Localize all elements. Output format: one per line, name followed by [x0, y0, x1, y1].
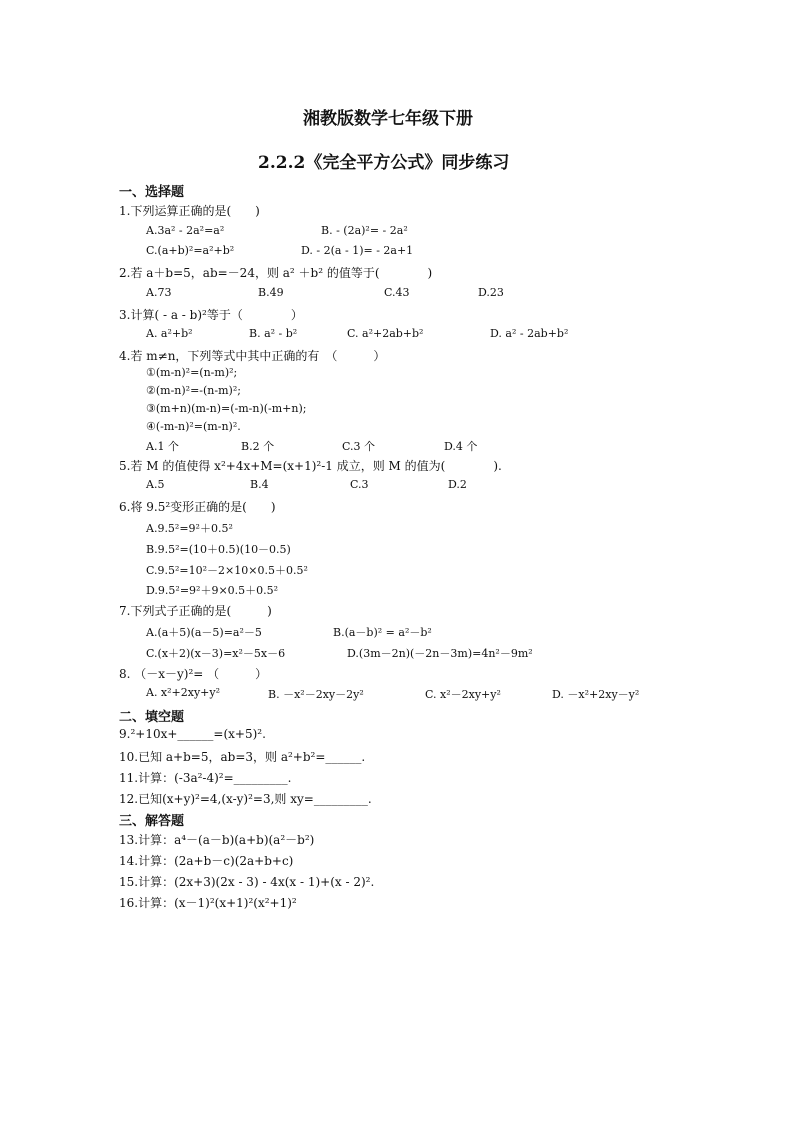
- q1-option-a: A.3a² - 2a²=a²: [146, 224, 225, 237]
- q6-option-d: D.9.5²=9²＋9×0.5＋0.5²: [146, 584, 279, 597]
- q8-option-d: D. －x²+2xy－y²: [552, 688, 640, 701]
- q4-option-d: D.4 个: [444, 440, 478, 453]
- question-2: 2.若 a＋b=5，ab=－24，则 a² ＋b² 的值等于( ): [119, 266, 433, 280]
- question-9: 9.²+10x+______=(x+5)².: [119, 727, 266, 741]
- q2-option-c: C.43: [384, 286, 410, 299]
- q4-option-b: B.2 个: [241, 440, 275, 453]
- question-11: 11.计算：(-3a²-4)²=_________.: [119, 771, 292, 785]
- q4-item-3: ③(m+n)(m-n)=(-m-n)(-m+n);: [146, 402, 307, 415]
- question-15: 15.计算：(2x+3)(2x - 3) - 4x(x - 1)+(x - 2)².: [119, 875, 375, 889]
- q3-option-c: C. a²+2ab+b²: [347, 327, 424, 340]
- q4-item-1: ①(m-n)²=(n-m)²;: [146, 366, 238, 379]
- question-7: 7.下列式子正确的是( ): [119, 604, 272, 618]
- q4-option-a: A.1 个: [146, 440, 179, 453]
- question-10: 10.已知 a+b=5，ab=3，则 a²+b²=______.: [119, 750, 366, 764]
- question-4: 4.若 m≠n，下列等式中其中正确的有 （ ）: [119, 349, 386, 363]
- q4-item-4: ④(-m-n)²=(m-n)².: [146, 420, 241, 433]
- page-title: 湘教版数学七年级下册: [303, 109, 473, 129]
- q7-option-b: B.(a－b)² = a²－b²: [333, 626, 432, 639]
- question-8: 8. （－x－y)²= （ ）: [119, 667, 268, 681]
- q5-option-a: A.5: [146, 478, 165, 491]
- q3-option-d: D. a² - 2ab+b²: [490, 327, 569, 340]
- question-6: 6.将 9.5²变形正确的是( ): [119, 500, 276, 514]
- question-12: 12.已知(x+y)²=4,(x-y)²=3,则 xy=_________.: [119, 792, 372, 806]
- question-3: 3.计算( - a - b)²等于（ ）: [119, 308, 303, 322]
- q4-option-c: C.3 个: [342, 440, 376, 453]
- question-14: 14.计算：(2a+b－c)(2a+b+c): [119, 854, 294, 868]
- q1-option-c: C.(a+b)²=a²+b²: [146, 244, 235, 257]
- question-1: 1.下列运算正确的是( ): [119, 204, 260, 218]
- q7-option-a: A.(a＋5)(a－5)=a²－5: [146, 626, 262, 639]
- q8-option-c: C. x²－2xy+y²: [425, 688, 501, 701]
- question-16: 16.计算：(x－1)²(x+1)²(x²+1)²: [119, 896, 297, 910]
- q6-option-c: C.9.5²=10²－2×10×0.5＋0.5²: [146, 564, 308, 577]
- q2-option-d: D.23: [478, 286, 504, 299]
- q2-option-a: A.73: [146, 286, 172, 299]
- q1-option-b: B. - (2a)²= - 2a²: [321, 224, 408, 237]
- q5-option-d: D.2: [448, 478, 467, 491]
- question-13: 13.计算：a⁴－(a－b)(a+b)(a²－b²): [119, 833, 315, 847]
- q5-option-c: C.3: [350, 478, 369, 491]
- q7-option-c: C.(x＋2)(x－3)=x²－5x－6: [146, 647, 286, 660]
- q3-option-b: B. a² - b²: [249, 327, 298, 340]
- q3-option-a: A. a²+b²: [146, 327, 193, 340]
- q2-option-b: B.49: [258, 286, 284, 299]
- q7-option-d: D.(3m－2n)(－2n－3m)=4n²－9m²: [347, 647, 533, 660]
- q8-option-a: A. x²+2xy+y²: [146, 686, 221, 699]
- section-fill-blank: 二、填空题: [119, 710, 185, 725]
- question-5: 5.若 M 的值使得 x²+4x+M=(x+1)²-1 成立，则 M 的值为( ).: [119, 459, 502, 473]
- q6-option-b: B.9.5²=(10＋0.5)(10－0.5): [146, 543, 291, 556]
- page-subtitle: 2.2.2《完全平方公式》同步练习: [258, 153, 510, 173]
- q5-option-b: B.4: [250, 478, 269, 491]
- section-choice: 一、选择题: [119, 185, 185, 200]
- q8-option-b: B. －x²－2xy－2y²: [268, 688, 364, 701]
- q6-option-a: A.9.5²=9²＋0.5²: [146, 522, 233, 535]
- q1-option-d: D. - 2(a - 1)= - 2a+1: [301, 244, 414, 257]
- q4-item-2: ②(m-n)²=-(n-m)²;: [146, 384, 241, 397]
- section-solve: 三、解答题: [119, 814, 185, 829]
